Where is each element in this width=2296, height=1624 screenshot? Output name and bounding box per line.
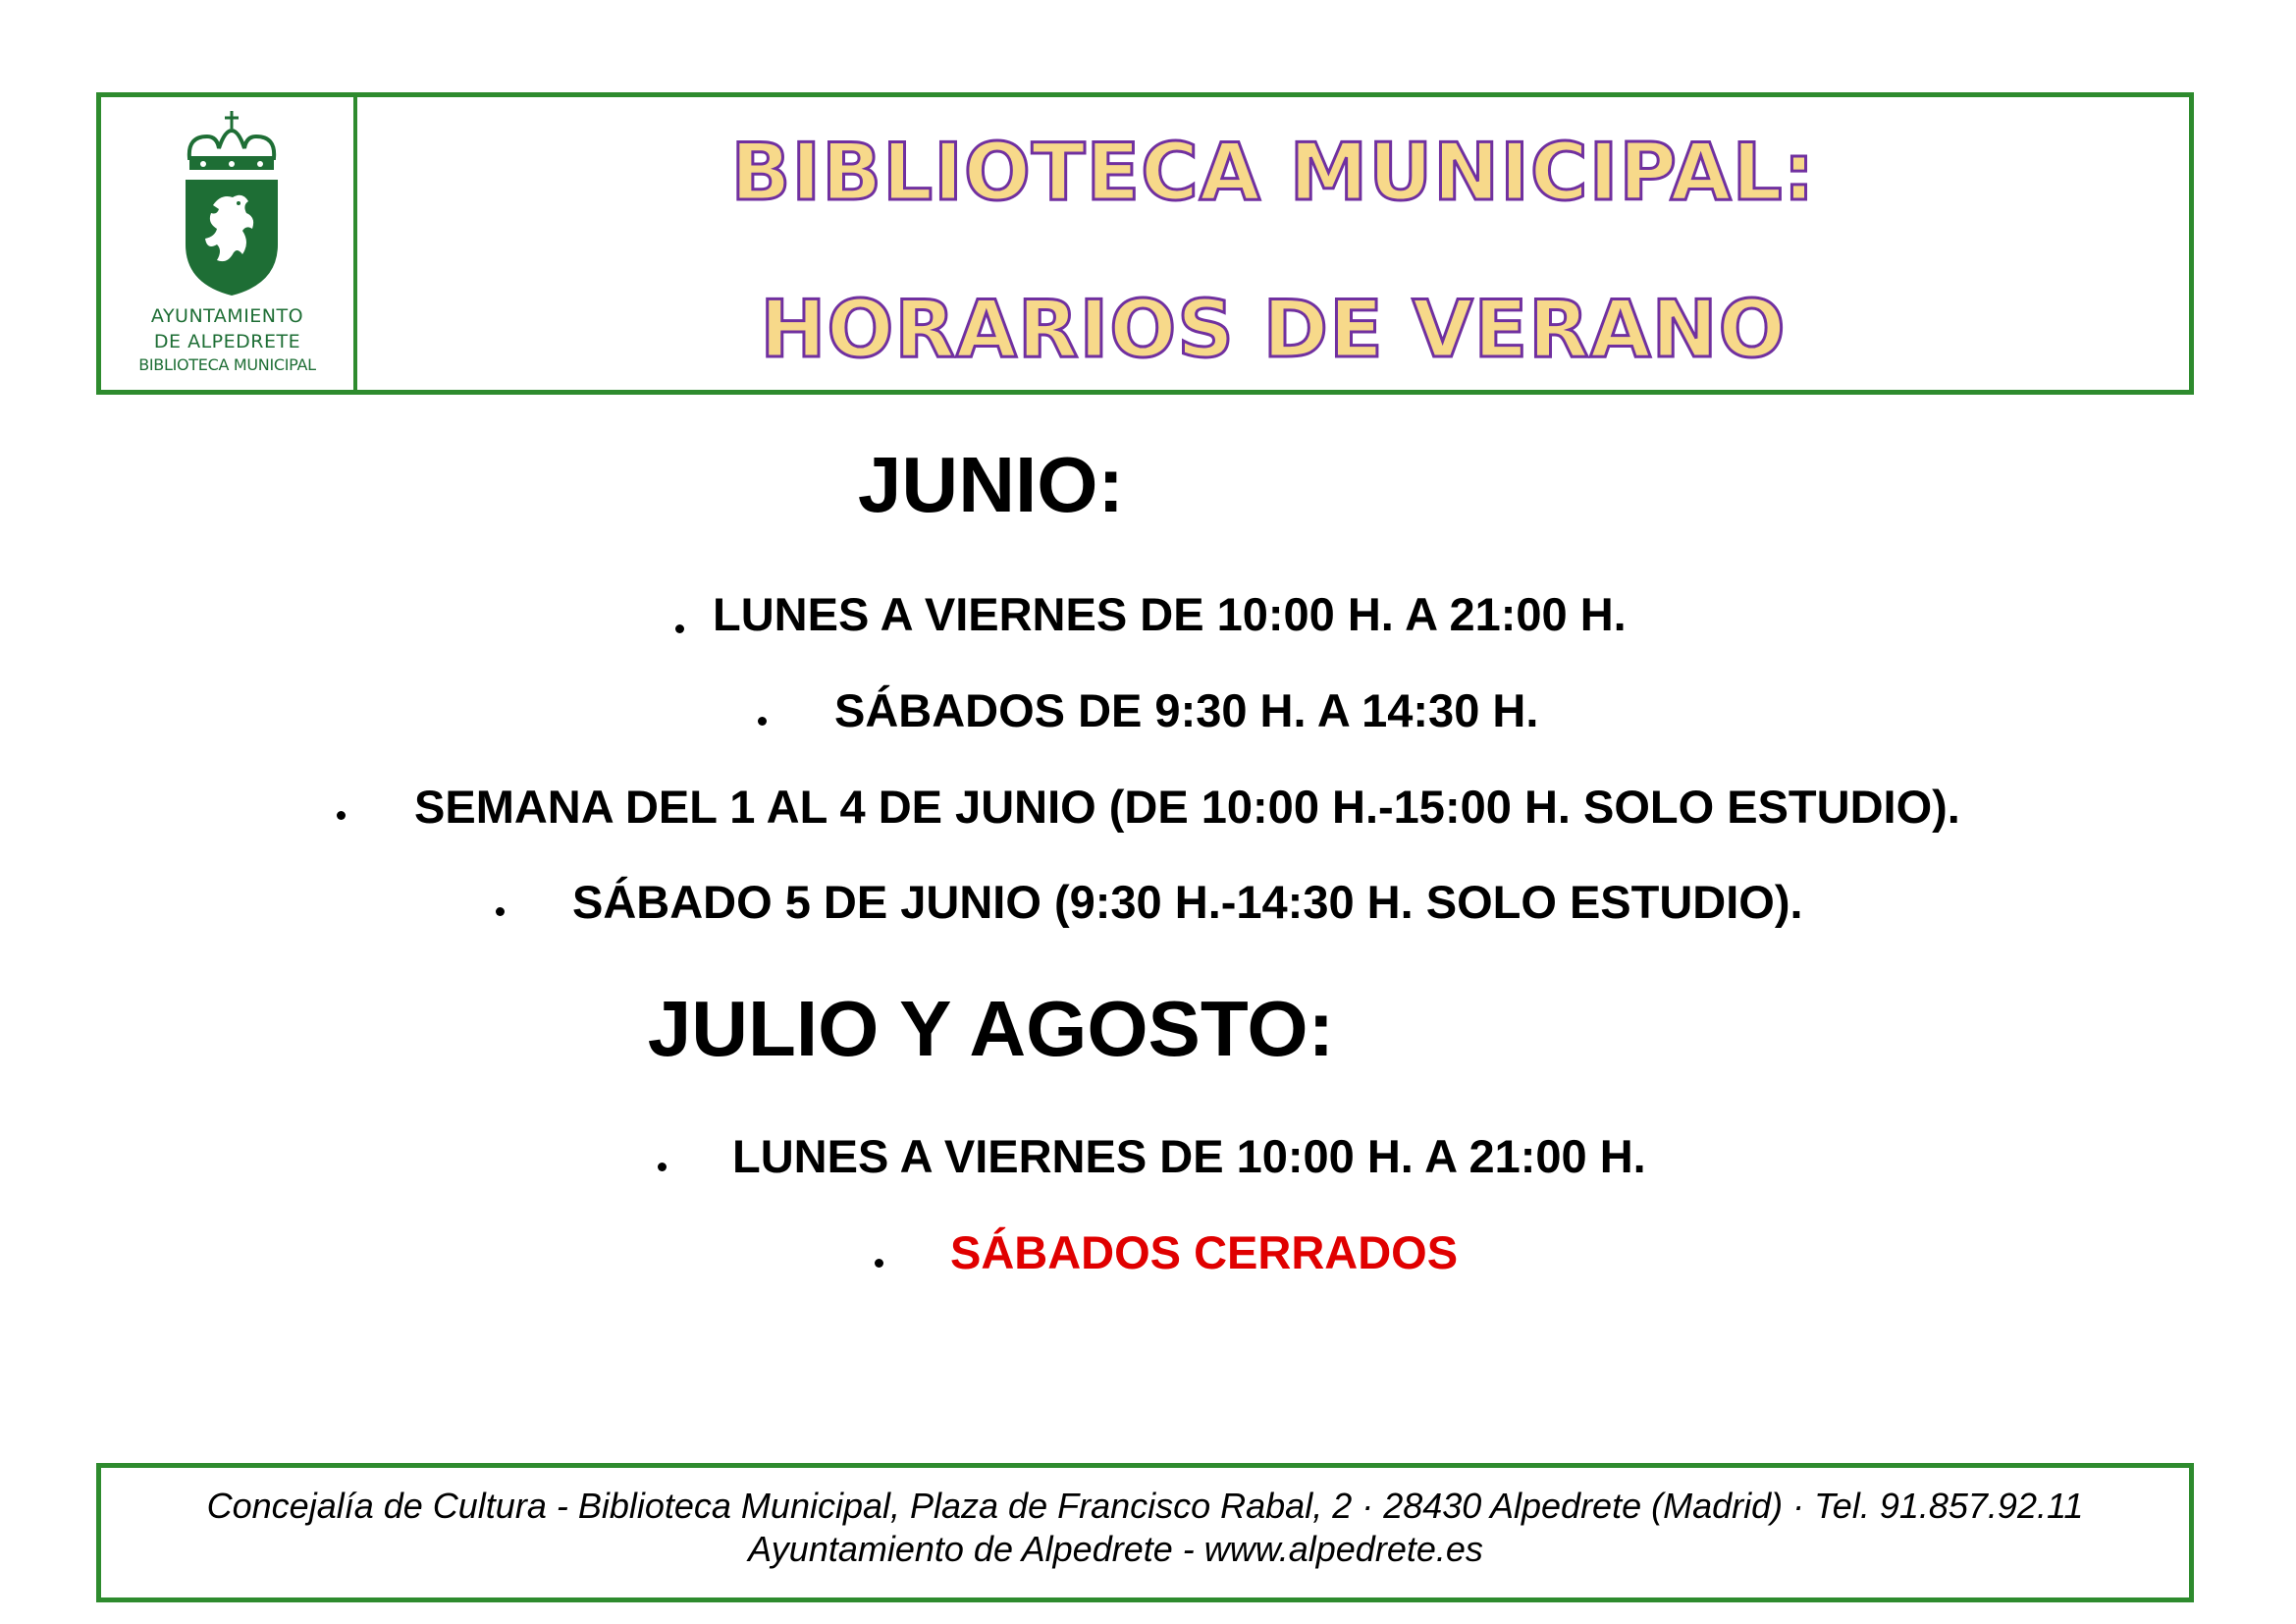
julio-agosto-heading: JULIO Y AGOSTO: (647, 985, 1335, 1072)
logo-text-line-1: AYUNTAMIENTO (150, 305, 304, 327)
logo-text-line-2: DE ALPEDRETE (153, 331, 301, 352)
page-title-line-2: HORARIOS DE VERANO (760, 284, 1787, 375)
bullet-icon (875, 1259, 883, 1268)
junio-item: SÁBADOS DE 9:30 H. A 14:30 H. (834, 684, 1539, 736)
footer-address: Concejalía de Cultura - Biblioteca Municipal, Plaza de Francisco Rabal, 2 · 28430 Alpedrete (Madrid) · Tel. 91.857.92.11 (206, 1486, 2084, 1526)
footer-box (96, 1463, 2194, 1602)
logo-text-line-3: BIBLIOTECA MUNICIPAL (138, 355, 316, 374)
bullet-icon (658, 1163, 667, 1171)
page-title-line-1: BIBLIOTECA MUNICIPAL: (730, 127, 1816, 218)
junio-item: SEMANA DEL 1 AL 4 DE JUNIO (DE 10:00 H.-15:00 H. SOLO ESTUDIO). (414, 781, 1960, 833)
julio-agosto-item-closed: SÁBADOS CERRADOS (950, 1226, 1459, 1278)
bullet-icon (496, 907, 505, 916)
bullet-icon (758, 717, 767, 726)
junio-item: SÁBADO 5 DE JUNIO (9:30 H.-14:30 H. SOLO ESTUDIO). (572, 876, 1803, 928)
footer-website: Ayuntamiento de Alpedrete - www.alpedrete.es (748, 1529, 1483, 1569)
bullet-icon (337, 811, 346, 820)
julio-agosto-item: LUNES A VIERNES DE 10:00 H. A 21:00 H. (732, 1130, 1646, 1182)
junio-item: LUNES A VIERNES DE 10:00 H. A 21:00 H. (713, 588, 1627, 640)
junio-heading: JUNIO: (857, 441, 1125, 528)
bullet-icon (675, 624, 684, 633)
municipal-logo (101, 97, 357, 390)
header-box (96, 92, 2194, 395)
coat-of-arms-icon (178, 107, 286, 298)
